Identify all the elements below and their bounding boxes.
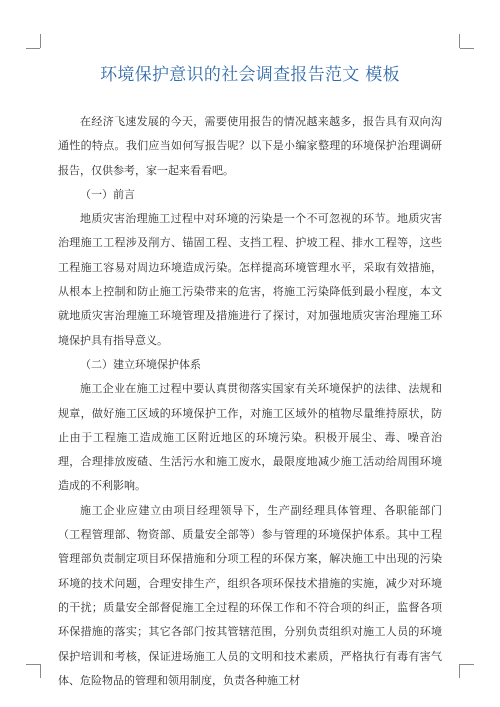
crop-mark [26, 664, 40, 665]
document-body [58, 110, 442, 693]
section-heading: （一）前言 [80, 187, 135, 201]
body-paragraph: 地质灾害治理施工过程中对环境的污染是一个不可忽视的环节。地质灾害治理施工工程涉及削方、锚固工程、支挡工程、护坡工程、排水工程等，这些工程施工容易对周边环境造成污染。怎样提高环境管理水平，采取有效措施，从根本上控制和防止施工污染带来的危害，将施工污染降低到最小程度，本文就地质灾害治理施工环境管理及措施进行了探讨，对加强地质灾害治理施工环境保护具有指导意义。 [58, 212, 442, 347]
intro-paragraph: 在经济飞速发展的今天，需要使用报告的情况越来越多，报告具有双向沟通性的特点。我们应当如何写报告呢？以下是小编家整理的环境保护治理调研报告，仅供参考，家一起来看看吧。 [58, 115, 442, 177]
crop-mark [40, 34, 41, 48]
crop-mark [40, 664, 41, 678]
document-title: 环境保护意识的社会调查报告范文 模板 [100, 65, 400, 85]
crop-mark [460, 48, 474, 49]
crop-mark [459, 34, 460, 48]
body-paragraph: 施工企业在施工过程中要认真贯彻落实国家有关环境保护的法律、法规和规章，做好施工区域的环境保护工作，对施工区域外的植物尽量维持原状，防止由于工程施工造成施工区附近地区的环境污染。积极开展尘、毒、噪音治理，合理排放废碴、生活污水和施工废水，最限度地减少施工活动给周围环境造成的不利影响。 [58, 382, 442, 493]
body-paragraph: 施工企业应建立由项目经理领导下，生产副经理具体管理、各职能部门（工程管理部、物资部、质量安全部等）参与管理的环境保护体系。其中工程管理部负责制定项目环保措施和分项工程的环保方案，解决施工中出现的污染环境的技术问题，合理安排生产，组织各项环保技术措施的实施，减少对环境的干扰；质量安全部督促施工全过程的环保工作和不符合项的纠正，监督各项环保措施的落实；其它各部门按其管辖范围，分别负责组织对施工人员的环境保护培训和考核，保证进场施工人员的文明和技术素质，严格执行有毒有害气体、危险物品的管理和领用制度，负责各种施工材 [58, 503, 442, 687]
crop-mark [460, 664, 474, 665]
crop-mark [459, 664, 460, 678]
section-heading: （二）建立环境保护体系 [80, 357, 201, 371]
crop-mark [26, 48, 40, 49]
